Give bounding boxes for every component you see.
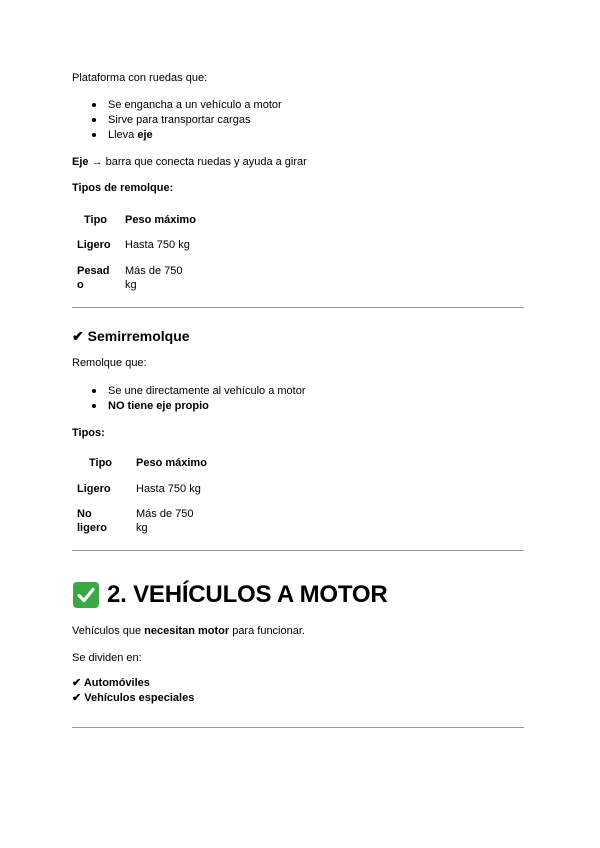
horizontal-rule bbox=[72, 550, 524, 551]
table-cell-peso: Más de 750 bbox=[125, 265, 183, 277]
table-cell-tipo: Pesad bbox=[77, 265, 110, 277]
list-item-automoviles: ✔ Automóviles bbox=[72, 677, 150, 689]
intro-bullet-3-prefix: Lleva bbox=[108, 129, 138, 141]
intro-bullet-1: Se engancha a un vehículo a motor bbox=[108, 99, 282, 111]
intro-bullet-3-bold: eje bbox=[137, 129, 153, 141]
semirremolque-bullet-1: Se une directamente al vehículo a motor bbox=[108, 385, 306, 397]
table-header-peso: Peso máximo bbox=[125, 214, 196, 226]
bullet-icon bbox=[92, 118, 96, 122]
semirremolque-bullet-2: NO tiene eje propio bbox=[108, 400, 209, 412]
eje-term: Eje bbox=[72, 156, 89, 168]
check-mark-icon bbox=[73, 582, 99, 608]
table-cell-peso: kg bbox=[125, 279, 137, 291]
table-header-tipo: Tipo bbox=[89, 457, 113, 469]
table-cell-tipo: Ligero bbox=[77, 239, 111, 251]
section-subintro: Se dividen en: bbox=[72, 652, 142, 664]
table-cell-tipo: o bbox=[77, 279, 84, 291]
intro-bullet-3 bbox=[108, 128, 153, 142]
horizontal-rule bbox=[72, 307, 524, 308]
section-intro-bold: necesitan motor bbox=[144, 625, 230, 637]
bullet-icon bbox=[92, 389, 96, 393]
eje-desc: → barra que conecta ruedas y ayuda a girar bbox=[88, 156, 307, 168]
semirremolque-heading: ✔ Semirremolque bbox=[72, 328, 190, 344]
table-cell-tipo: Ligero bbox=[77, 483, 111, 495]
section-intro-pre: Vehículos que bbox=[72, 625, 145, 637]
table-cell-peso: kg bbox=[136, 522, 148, 534]
section-intro bbox=[72, 624, 305, 638]
table-header-tipo: Tipo bbox=[84, 214, 108, 226]
bullet-icon bbox=[92, 404, 96, 408]
section-intro-post: para funcionar. bbox=[229, 625, 305, 637]
table-cell-peso: Hasta 750 kg bbox=[136, 483, 201, 495]
bullet-icon bbox=[92, 133, 96, 137]
intro-text: Plataforma con ruedas que: bbox=[72, 72, 208, 84]
table-cell-tipo: No bbox=[77, 508, 92, 520]
eje-definition bbox=[72, 155, 307, 169]
table-header-peso: Peso máximo bbox=[136, 457, 207, 469]
table-cell-tipo: ligero bbox=[77, 522, 107, 534]
section-heading: 2. VEHÍCULOS A MOTOR bbox=[107, 581, 388, 608]
table-cell-peso: Hasta 750 kg bbox=[125, 239, 190, 251]
intro-bullet-2: Sirve para transportar cargas bbox=[108, 114, 251, 126]
semirremolque-types-title: Tipos: bbox=[72, 427, 105, 439]
table-cell-peso: Más de 750 bbox=[136, 508, 194, 520]
remolque-types-title: Tipos de remolque: bbox=[72, 182, 174, 194]
list-item-vehiculos-especiales: ✔ Vehículos especiales bbox=[72, 692, 195, 704]
horizontal-rule bbox=[72, 727, 524, 728]
semirremolque-intro: Remolque que: bbox=[72, 357, 147, 369]
bullet-icon bbox=[92, 103, 96, 107]
